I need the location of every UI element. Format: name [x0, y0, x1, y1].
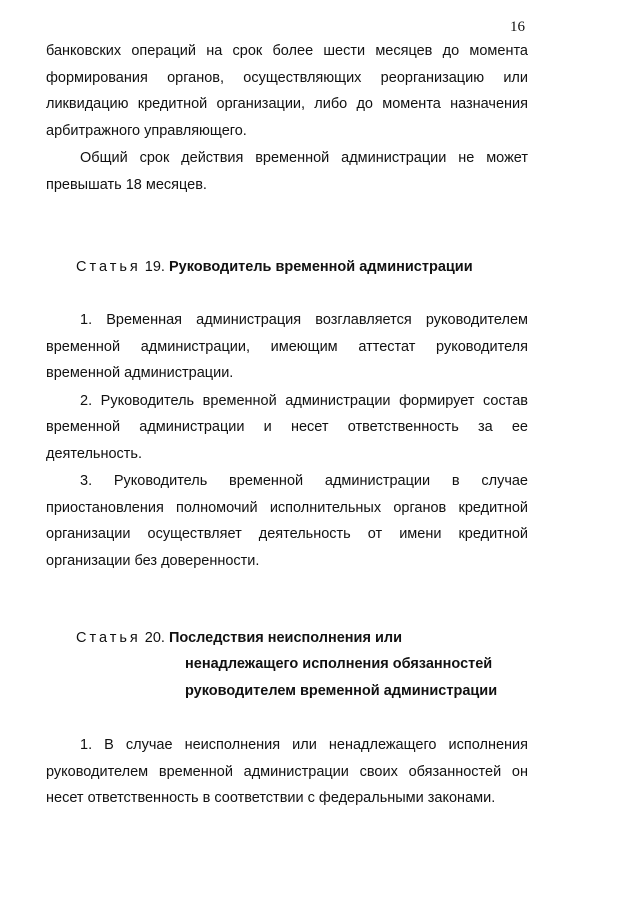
article-19-heading: [76, 254, 473, 281]
article-19-item-3: 3. Руководитель временной администрации в случае приостановления полномочий исполнительных органов кредитной организации осуществляет деятельность от имени кредитной организации без доверенности.: [46, 473, 528, 569]
article-19-title: Руководитель временной администрации: [168, 259, 473, 275]
article-20-title-line-3: руководителем временной администрации: [185, 683, 498, 699]
article-20-item-1: 1. В случае неисполнения или ненадлежащего исполнения руководителем временной администрации своих обязанностей он несет ответственность в соответствии с федеральными законами.: [46, 737, 528, 806]
intro-paragraph-2: Общий срок действия временной администрации не может превышать 18 месяцев.: [46, 150, 528, 193]
article-19-number: 19.: [144, 259, 165, 275]
article-20-title-line-2: ненадлежащего исполнения обязанностей: [185, 656, 493, 672]
page-number: 16: [510, 19, 525, 35]
article-19-item-1: 1. Временная администрация возглавляется руководителем временной администрации, имеющим аттестат руководителя временной администрации.: [46, 312, 528, 381]
article-19-label: Статья: [76, 259, 141, 275]
article-20-body: [46, 732, 528, 813]
article-19-body: [46, 307, 528, 575]
intro-paragraph-1: банковских операций на срок более шести месяцев до момента формирования органов, осуществляющих реорганизацию или ликвидацию кредитной организации, либо до момента назначения арбитражного управляющего.: [46, 43, 528, 139]
article-20-title-line-1: Последствия неисполнения или: [168, 630, 403, 646]
article-20-heading: [76, 625, 402, 652]
article-19-item-2: 2. Руководитель временной администрации формирует состав временной администрации и несет ответственность за ее деятельность.: [46, 392, 528, 462]
article-20-number: 20.: [144, 630, 165, 646]
intro-section: [46, 38, 528, 199]
article-20-label: Статья: [76, 630, 141, 646]
